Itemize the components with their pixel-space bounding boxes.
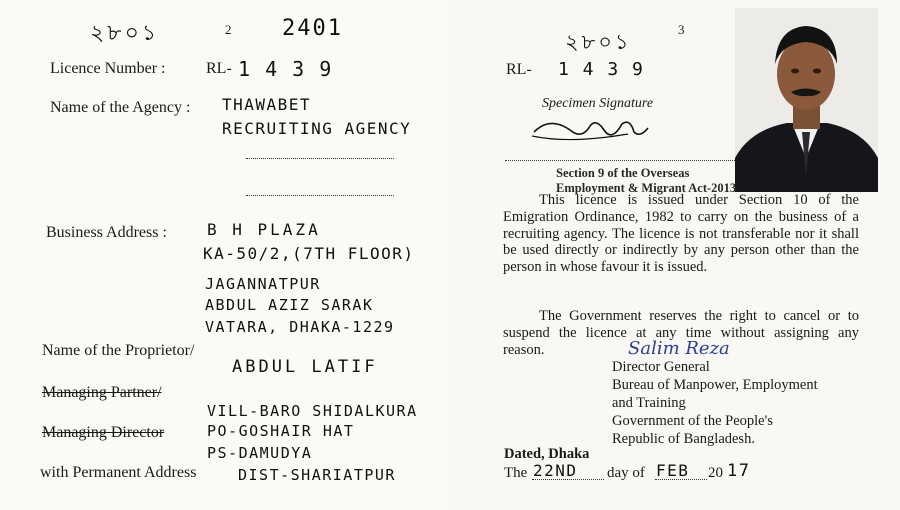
date-day-dotted-line: [532, 479, 604, 480]
business-address-line: VATARA, DHAKA-1229: [205, 318, 395, 336]
permanent-address-line: PS-DAMUDYA: [207, 444, 313, 462]
business-address-label: Business Address :: [46, 224, 167, 241]
licence-number: 1 4 3 9: [238, 57, 333, 81]
proprietor-name: ABDUL LATIF: [232, 357, 378, 377]
dated-label: Dated, Dhaka: [504, 446, 590, 462]
signatory-signature: Salim Reza: [628, 338, 730, 359]
page-number: 2: [225, 22, 232, 37]
date-month: FEB: [656, 461, 690, 480]
agency-label: Name of the Agency :: [50, 99, 191, 116]
licence-prefix: RL-: [206, 60, 232, 77]
business-address-line: ABDUL AZIZ SARAK: [205, 296, 374, 314]
serial-number: ২৮০১: [565, 30, 632, 54]
date-the-label: The: [504, 465, 528, 481]
permanent-address-label: with Permanent Address: [40, 464, 197, 481]
licence-terms-paragraph: This licence is issued under Section 10 of the Emigration Ordinance, 1982 to carry on the business of a recruiting agency. The licence is not transferable nor it shall be used directly or indirectly by any person other than the person in whose favour it is issued.: [503, 192, 859, 276]
date-day-of-label: day of: [607, 465, 645, 481]
serial-number: ২৮০১: [90, 21, 160, 46]
business-address-line: B H PLAZA: [207, 220, 321, 239]
agency-dotted-line: [246, 158, 394, 159]
date-day: 22ND: [533, 461, 578, 480]
signatory-line: and Training: [612, 395, 686, 411]
signature-dotted-line: [505, 160, 735, 161]
stamp-line: Section 9 of the Overseas: [556, 166, 690, 180]
signatory-line: Government of the People's: [612, 413, 773, 429]
permanent-address-line: DIST-SHARIATPUR: [238, 466, 396, 484]
page-number: 3: [678, 22, 685, 37]
managing-director-label: Managing Director: [42, 424, 165, 441]
stamp-line: Employment & Migrant Act-2013: [556, 181, 737, 195]
licence-number: 1 4 3 9: [558, 59, 645, 80]
signatory-line: Republic of Bangladesh.: [612, 431, 755, 447]
date-month-dotted-line: [655, 479, 707, 480]
person-photo-icon: [735, 8, 878, 192]
signatory-line: Bureau of Manpower, Employment: [612, 377, 818, 393]
form-number: 2401: [282, 16, 343, 41]
licence-prefix: RL-: [506, 61, 532, 78]
agency-dotted-line: [246, 195, 394, 196]
permanent-address-line: PO-GOSHAIR HAT: [207, 422, 355, 440]
proprietor-label: Name of the Proprietor/: [42, 342, 195, 359]
permanent-address-line: VILL-BARO SHIDALKURA: [207, 402, 418, 420]
agency-name-line2: RECRUITING AGENCY: [222, 119, 412, 138]
agency-name-line1: THAWABET: [222, 95, 312, 114]
date-year-suffix: 17: [727, 461, 751, 481]
business-address-line: KA-50/2,(7TH FLOOR): [203, 244, 415, 263]
managing-partner-label: Managing Partner/: [42, 384, 162, 401]
government-rights-paragraph: The Government reserves the right to cancel or to suspend the licence at any time without assigning any reason.: [503, 308, 859, 358]
specimen-signature-label: Specimen Signature: [542, 96, 654, 111]
proprietor-photo: [735, 8, 878, 192]
business-address-line: JAGANNATPUR: [205, 275, 321, 293]
signatory-line: Director General: [612, 359, 710, 375]
specimen-signature-icon: [530, 114, 650, 148]
date-year-prefix: 20: [708, 465, 723, 481]
licence-number-label: Licence Number :: [50, 60, 166, 77]
